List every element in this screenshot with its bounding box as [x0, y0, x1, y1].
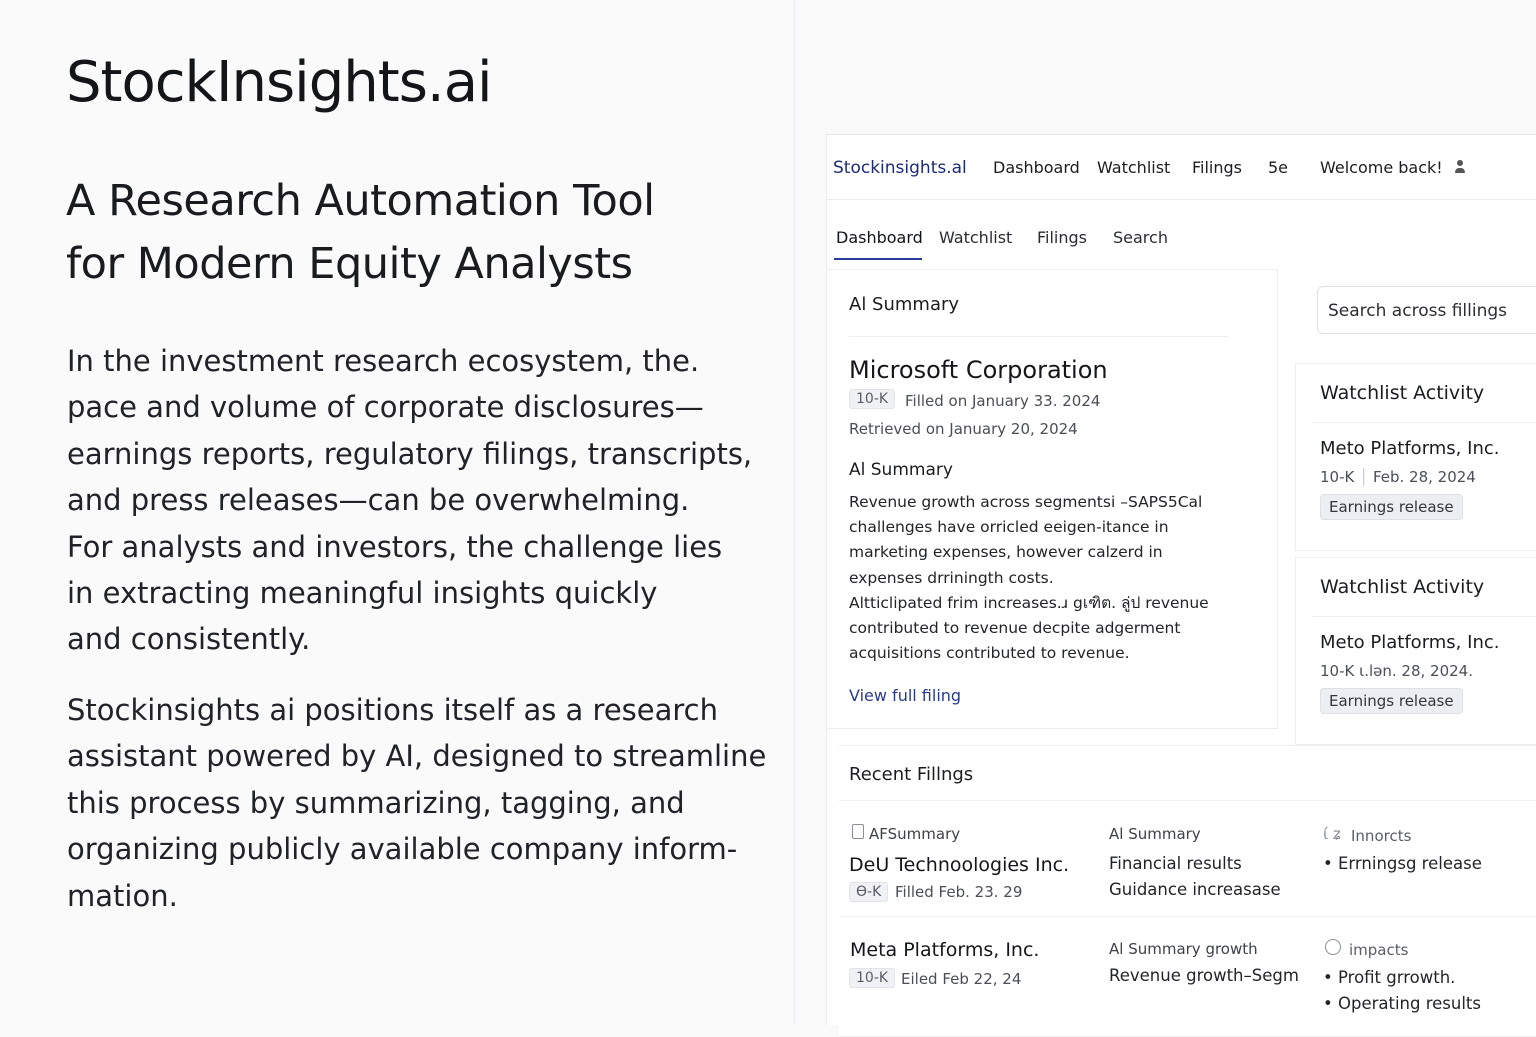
summary-line: Altticlipated frim increases.ɹ gเฑิต. ลู่ป revenue — [849, 593, 1209, 612]
paragraph-line: and consistently. — [67, 622, 311, 657]
form-badge: 10-K — [849, 389, 895, 409]
summary-point: Financial results — [1109, 854, 1242, 873]
filing-company[interactable]: Meta Platforms, Inc. — [850, 939, 1040, 961]
impacts-label: Innorcts — [1351, 827, 1412, 845]
watchlist-title: Watchlist Activity — [1320, 576, 1485, 598]
watchlist-form: 10-K — [1320, 662, 1355, 680]
tab-bar — [827, 200, 1536, 262]
paragraph-line: Stockinsights ai positions itself as a research — [67, 693, 718, 727]
company-name[interactable]: Microsoft Corporation — [849, 356, 1108, 384]
tab-search[interactable]: Search — [1113, 228, 1168, 247]
impact-point: • Profit grrowth. — [1323, 968, 1456, 987]
paragraph-line: pace and volume of corporate disclosures— — [67, 390, 704, 425]
card-title: Al Summary — [849, 294, 960, 315]
row-label: AFSummary — [869, 825, 961, 843]
paragraph-line: this process by summarizing, tagging, and — [67, 785, 685, 820]
user-icon[interactable] — [1453, 159, 1469, 175]
form-badge: 10-K — [849, 968, 895, 988]
summary-line: expenses drriningth costs. — [849, 568, 1054, 587]
impacts-label: impacts — [1349, 941, 1409, 959]
summary-line: challenges have orricled eeigen-itance in — [849, 518, 1169, 537]
paragraph-line: assistant powered by AI, designed to streamline — [67, 739, 767, 774]
filing-company[interactable]: DeU Technoologies Inc. — [849, 854, 1070, 876]
headline-line: A Research Automation Tool — [66, 176, 655, 226]
watchlist-title: Watchlist Activity — [1320, 382, 1485, 404]
panel-divider — [794, 0, 795, 1024]
view-full-filing-link[interactable]: View full filing — [849, 686, 962, 705]
paragraph-line: In the investment research ecosystem, the. — [67, 344, 700, 378]
impact-point-text: Operating results — [1337, 994, 1481, 1013]
active-tab-indicator — [834, 258, 922, 260]
welcome-text: Welcome back! — [1320, 158, 1443, 177]
retrieved-date: Retrieved on January 20, 2024 — [849, 420, 1078, 438]
filed-date: Filled on January 33. 2024 — [905, 392, 1101, 410]
brand-title: StockInsights.ai — [66, 50, 492, 115]
search-placeholder: Search across fillings — [1328, 301, 1508, 321]
meta-separator: │ — [1359, 468, 1369, 486]
tab-watchlist[interactable]: Watchlist — [939, 228, 1013, 247]
summary-line: marketing expenses, however calzerd in — [849, 543, 1163, 562]
summary-subhead: Al Summary — [849, 460, 953, 480]
tab-dashboard[interactable]: Dashboard — [836, 228, 923, 247]
card-divider — [849, 336, 1229, 337]
paragraph-line: in extracting meaningful insights quickly — [67, 576, 658, 611]
headline-line: for Modern Equity Analysts — [66, 239, 633, 289]
impacts-icon: ί ʑ — [1323, 825, 1341, 843]
summary-label: Al Summary — [1109, 825, 1201, 843]
summary-point: Revenue growth–Segm — [1109, 966, 1299, 985]
card-divider — [1312, 616, 1536, 617]
watchlist-card — [1295, 363, 1536, 551]
impact-point: • Errningsg release — [1323, 854, 1482, 873]
row-divider — [839, 916, 1536, 917]
top-navigation — [827, 135, 1536, 200]
app-logo[interactable]: Stockinsights.al — [833, 158, 967, 178]
watchlist-company[interactable]: Meto Platforms, Inc. — [1320, 438, 1500, 459]
paragraph-positioning — [67, 687, 766, 919]
search-input[interactable] — [1317, 286, 1536, 334]
paragraph-line: For analysts and investors, the challenge lies — [67, 529, 723, 564]
summary-line: Revenue growth across segmentsi –SAPS5Cal — [849, 493, 1203, 511]
tab-filings[interactable]: Filings — [1037, 228, 1088, 247]
recent-filings-card — [839, 745, 1536, 1037]
filing-date: Eiled Feb 22, 24 — [901, 970, 1022, 988]
paragraph-intro — [67, 338, 752, 663]
nav-watchlist[interactable]: Watchlist — [1097, 158, 1171, 177]
watchlist-company[interactable]: Meto Platforms, Inc. — [1320, 632, 1500, 653]
summary-line: contributed to revenue decpite adgerment — [849, 619, 1181, 638]
impact-point: • Operating results — [1323, 994, 1481, 1013]
card-divider — [839, 800, 1536, 801]
watchlist-meta — [1320, 468, 1476, 486]
paragraph-line: earnings reports, regulatory filings, transcripts, — [67, 436, 753, 471]
summary-line: acquisitions contributed to revenue. — [849, 644, 1130, 663]
form-badge: Ɵ-K — [849, 882, 888, 902]
watchlist-date: ɩ.lən. 28, 2024. — [1359, 662, 1473, 680]
card-divider — [1312, 422, 1536, 423]
ai-summary-card — [827, 269, 1278, 729]
nav-more[interactable]: 5e — [1268, 158, 1289, 177]
watchlist-date: Feb. 28, 2024 — [1372, 468, 1476, 486]
nav-filings[interactable]: Filings — [1192, 158, 1243, 177]
summary-point: Guidance increasase — [1109, 880, 1281, 899]
summary-text — [849, 490, 1209, 666]
earnings-release-tag[interactable]: Earnings release — [1320, 688, 1463, 714]
watchlist-card — [1295, 557, 1536, 745]
card-title: Recent Fillngs — [849, 764, 974, 785]
summary-label: Al Summary growth — [1109, 940, 1258, 958]
paragraph-line: organizing publicly available company inform- — [67, 832, 738, 867]
watchlist-meta — [1320, 662, 1473, 680]
document-icon — [852, 824, 864, 839]
impact-point-text: Errningsg release — [1337, 854, 1482, 873]
filing-date: Filled Feb. 23. 29 — [895, 883, 1023, 901]
nav-dashboard[interactable]: Dashboard — [993, 158, 1080, 177]
impact-point-text: Profit grrowth. — [1337, 968, 1456, 987]
paragraph-line: mation. — [67, 878, 178, 913]
app-window — [826, 134, 1536, 1025]
impacts-icon — [1325, 939, 1341, 955]
paragraph-line: and press releases—can be overwhelming. — [67, 483, 690, 518]
earnings-release-tag[interactable]: Earnings release — [1320, 494, 1463, 520]
headline — [66, 170, 655, 296]
watchlist-form: 10-K — [1320, 468, 1355, 486]
